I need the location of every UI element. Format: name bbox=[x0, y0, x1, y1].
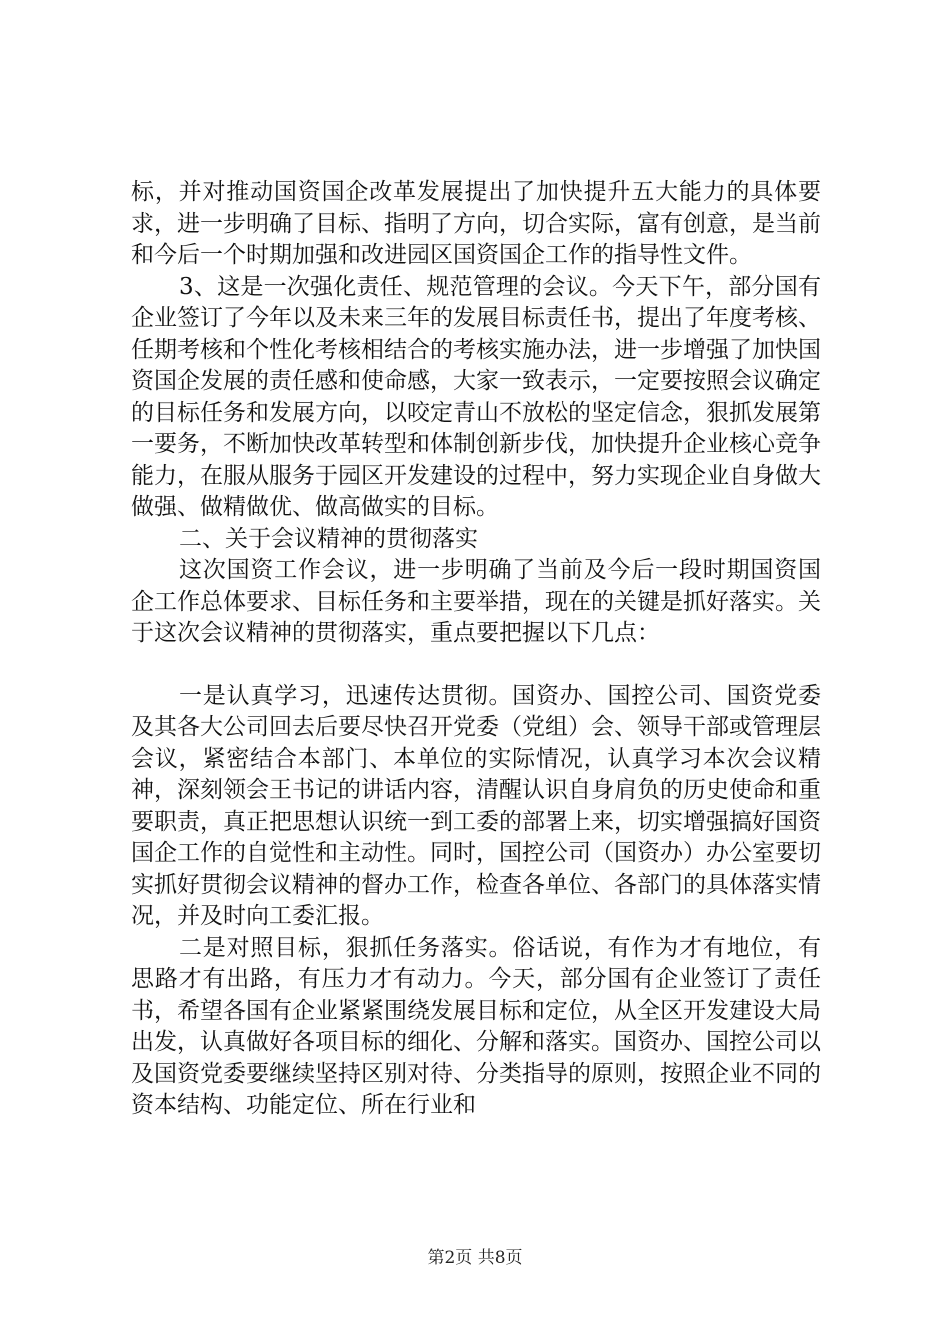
section-heading: 二、关于会议精神的贯彻落实 bbox=[179, 525, 478, 552]
paragraph-point-3: 3、这是一次强化责任、规范管理的会议。今天下午，部分国有企业签订了今年以及未来三年的发展目标责任书，提出了年度考核、任期考核和个性化考核相结合的考核实施办法，进一步增强了加快国资国企发展的责任感和使命感，大家一致表示，一定要按照会议确定的目标任务和发展方向，以咬定青山不放松的坚定信念，狠抓发展第一要务，不断加快改革转型和体制创新步伐，加快提升企业核心竞争能力，在服从服务于园区开发建设的过程中，努力实现企业自身做大做强、做精做优、做高做实的目标。 bbox=[131, 273, 821, 520]
paragraph-intro: 这次国资工作会议，进一步明确了当前及今后一段时期国资国企工作总体要求、目标任务和主要举措，现在的关键是抓好落实。关于这次会议精神的贯彻落实，重点要把握以下几点： bbox=[131, 557, 821, 646]
paragraph-continuation: 标，并对推动国资国企改革发展提出了加快提升五大能力的具体要求，进一步明确了目标、指明了方向，切合实际，富有创意，是当前和今后一个时期加强和改进园区国资国企工作的指导性文件。 bbox=[131, 179, 821, 268]
paragraph-point-two: 二是对照目标，狠抓任务落实。俗话说，有作为才有地位，有思路才有出路，有压力才有动力。今天，部分国有企业签订了责任书，希望各国有企业紧紧围绕发展目标和定位，从全区开发建设大局出发，认真做好各项目标的细化、分解和落实。国资办、国控公司以及国资党委要继续坚持区别对待、分类指导的原则，按照企业不同的资本结构、功能定位、所在行业和 bbox=[131, 934, 821, 1118]
paragraph-point-one: 一是认真学习，迅速传达贯彻。国资办、国控公司、国资党委及其各大公司回去后要尽快召开党委（党组）会、领导干部或管理层会议，紧密结合本部门、本单位的实际情况，认真学习本次会议精神，深刻领会王书记的讲话内容，清醒认识自身肩负的历史使命和重要职责，真正把思想认识统一到工委的部署上来，切实增强搞好国资国企工作的自觉性和主动性。同时，国控公司（国资办）办公室要切实抓好贯彻会议精神的督办工作，检查各单位、各部门的具体落实情况，并及时向工委汇报。 bbox=[131, 682, 821, 929]
document-body bbox=[131, 177, 821, 1122]
page-footer: 第2页 共8页 bbox=[427, 1248, 523, 1268]
paragraph-gap bbox=[131, 650, 821, 681]
